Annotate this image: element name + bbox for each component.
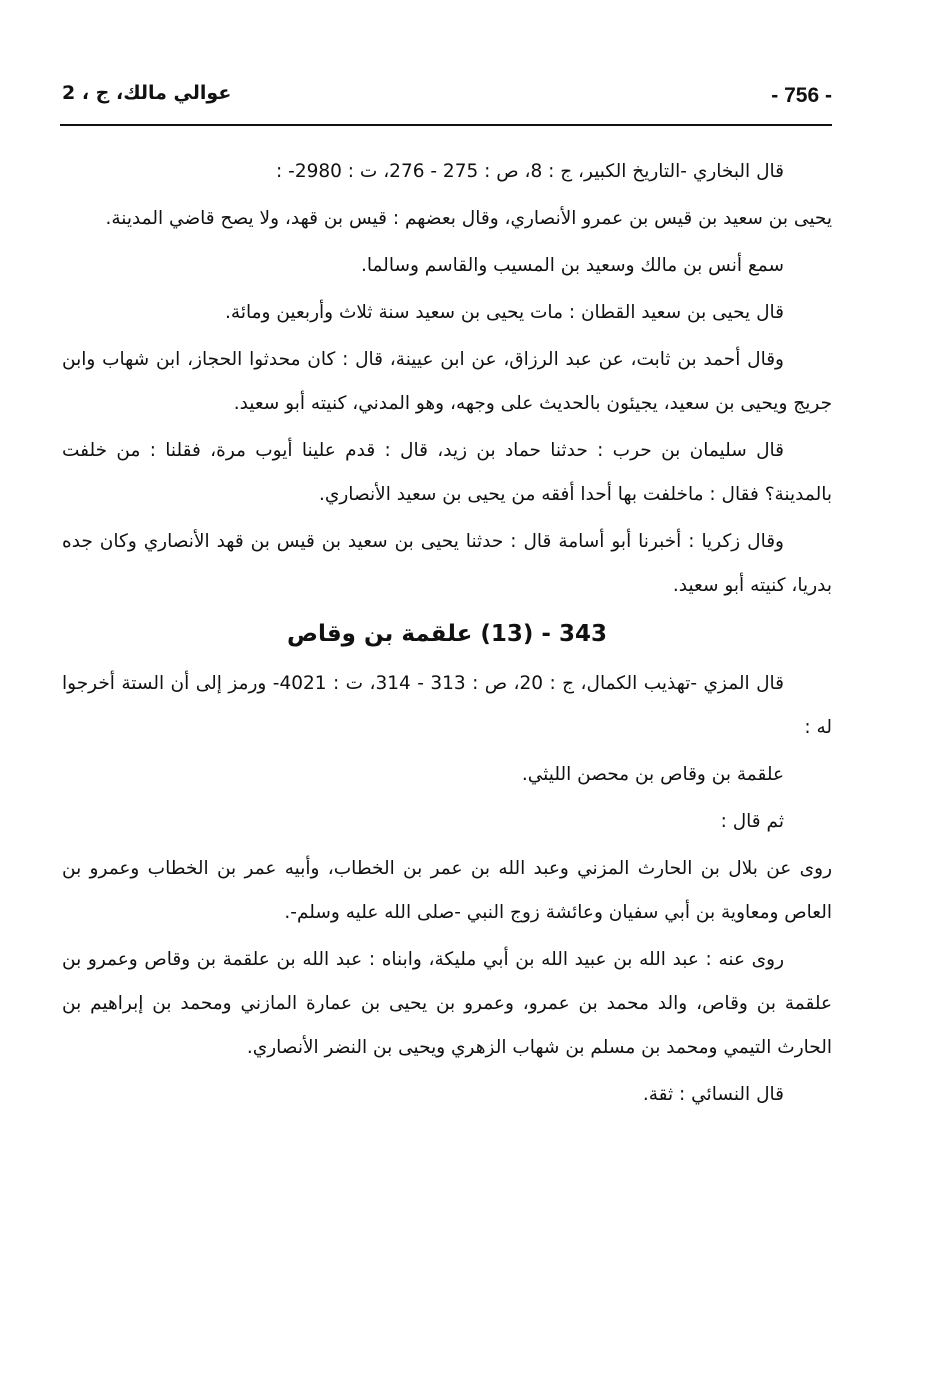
paragraph-alqama-name: علقمة بن وقاص بن محصن الليثي. <box>521 764 784 785</box>
paragraph-bukhari-citation: قال البخاري -التاريخ الكبير، ج : 8، ص : 275 - 276، ت : 2980- : <box>276 161 784 182</box>
section-heading: 343 - (13) علقمة بن وقاص <box>287 621 607 647</box>
paragraph-death-year: قال يحيى بن سعيد القطان : مات يحيى بن سعيد سنة ثلاث وأربعين ومائة. <box>225 302 784 323</box>
paragraph-nasai-verdict: قال النسائي : ثقة. <box>642 1084 784 1105</box>
header-rule <box>60 124 832 126</box>
paragraph-heard-from: سمع أنس بن مالك وسعيد بن المسيب والقاسم وسالما. <box>360 255 784 276</box>
page-number: - 756 - <box>771 84 832 107</box>
page-header <box>62 80 832 116</box>
paragraph-zakariya-narration: وقال زكريا : أخبرنا أبو أسامة قال : حدثنا يحيى بن سعيد بن قيس بن قهد الأنصاري وكان جده بدريا، كنيته أبو سعيد. <box>62 531 832 596</box>
page-body <box>62 150 832 1120</box>
running-title: عوالي مالك، ج ، 2 <box>62 82 232 104</box>
paragraph-mizzi-citation: قال المزي -تهذيب الكمال، ج : 20، ص : 313 - 314، ت : 4021- ورمز إلى أن الستة أخرجوا له : <box>62 673 832 738</box>
paragraph-yahya-name: يحيى بن سعيد بن قيس بن عمرو الأنصاري، وقال بعضهم : قيس بن قهد، ولا يصح قاضي المدينة. <box>105 208 832 229</box>
paragraph-narrated-by: روى عنه : عبد الله بن عبيد الله بن أبي مليكة، وابناه : عبد الله بن علقمة بن وقاص وعمرو بن علقمة بن وقاص، والد محمد بن عمرو، وعمرو بن يحيى بن عمارة المازني ومحمد بن إبراهيم بن الحارث التيمي ومحمد بن مسلم بن شهاب الزهري ويحيى بن النضر الأنصاري. <box>62 949 832 1058</box>
paragraph-narrated-from: روى عن بلال بن الحارث المزني وعبد الله بن عمر بن الخطاب، وأبيه عمر بن الخطاب وعمرو بن العاص ومعاوية بن أبي سفيان وعائشة زوج النبي -صلى الله عليه وسلم-. <box>62 858 832 923</box>
paragraph-ahmad-narration: وقال أحمد بن ثابت، عن عبد الرزاق، عن ابن عيينة، قال : كان محدثوا الحجاز، ابن شهاب وابن جريج ويحيى بن سعيد، يجيئون بالحديث على وجهه، وهو المدني، كنيته أبو سعيد. <box>62 349 832 414</box>
paragraph-then-said: ثم قال : <box>720 811 784 832</box>
paragraph-sulayman-narration: قال سليمان بن حرب : حدثنا حماد بن زيد، قال : قدم علينا أيوب مرة، فقلنا : من خلفت بالمدينة؟ فقال : ماخلفت بها أحدا أفقه من يحيى بن سعيد الأنصاري. <box>62 440 832 505</box>
